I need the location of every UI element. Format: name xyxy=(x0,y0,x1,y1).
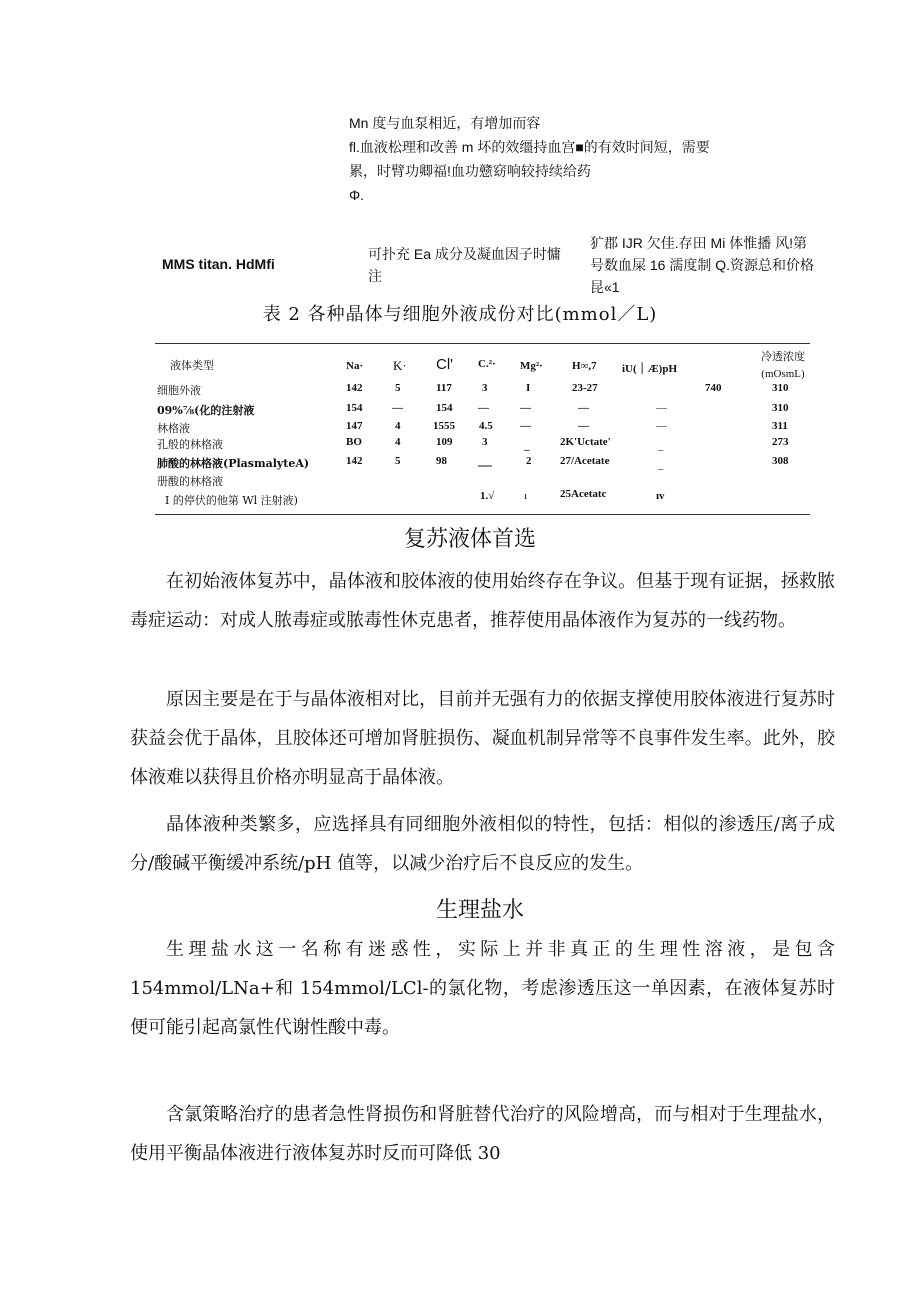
top-line-3: 累，时臂功卿福!血功戆窈响较持续给药 xyxy=(349,163,591,179)
cell-h: 25Acetatc xyxy=(560,488,607,500)
section-heading-resuscitation: 复苏液体首选 xyxy=(403,527,536,552)
row-name: 肺酸的林格液(PlasmalyteA) xyxy=(157,457,310,470)
paragraph: 在初始液体复苏中，晶体液和胶体液的使用始终存在争议。但基于现有证据，拯救脓毒症运动：对成人脓毒症或脓毒性休克患者，推荐使用晶体液作为复苏的一线药物。 xyxy=(130,571,835,631)
cell-k: 5 xyxy=(395,455,401,467)
cell-h: 23-27 xyxy=(572,382,598,394)
cell-k: — xyxy=(392,402,403,414)
table-bottom-rule xyxy=(155,514,810,515)
cell-mg: 2 xyxy=(526,455,532,467)
top-text-block xyxy=(349,112,729,208)
cell-osm: 311 xyxy=(772,420,788,432)
mid-row-right: 犷郡 IJR 欠佳.存田 Mi 体惟播 风!第号数血屎 16 濡度制 Q.资源总和价格昆«1 xyxy=(590,235,815,295)
cell-na: 154 xyxy=(346,402,363,414)
cell-mg: ı xyxy=(524,490,528,502)
cell-osm: 273 xyxy=(772,436,789,448)
paragraph: 晶体液种类繁多，应选择具有同细胞外液相似的特性，包括：相似的渗透压/离子成分/酸碱平衡缓冲系统/pH 值等，以减少治疗后不良反应的发生。 xyxy=(130,814,835,874)
cell-ca: 3 xyxy=(482,382,488,394)
cell-cl: 154 xyxy=(436,402,453,414)
table-top-rule xyxy=(155,343,810,344)
cell-cl: 98 xyxy=(436,455,447,467)
row-name: 册酸的林格液 xyxy=(157,475,223,488)
cell-mg: I xyxy=(526,382,531,394)
cell-iu: — xyxy=(656,420,667,432)
header-cl: Cl' xyxy=(436,356,454,373)
cell-na: 147 xyxy=(346,420,363,432)
row-name: 林格液 xyxy=(157,422,190,435)
cell-ca: 4.5 xyxy=(479,420,493,432)
cell-osm: 310 xyxy=(772,402,789,414)
header-osm: 冷透浓度(mOsmL) xyxy=(761,351,805,380)
cell-osm: 308 xyxy=(772,455,789,467)
cell-h: 27/Acetate xyxy=(560,455,610,467)
cell-iu: _ xyxy=(658,459,664,471)
cell-na: 142 xyxy=(346,382,363,394)
paragraph: 原因主要是在于与晶体液相对比，目前并无强有力的依据支撑使用胶体液进行复苏时获益会优于晶体，且胶体还可增加肾脏损伤、凝血机制异常等不良事件发生率。此外，胶体液难以获得且价格亦明显高于晶体液。 xyxy=(130,689,835,788)
cell-h: — xyxy=(578,402,589,414)
cell-h: 2K'Uctate' xyxy=(560,436,611,448)
cell-cl: 117 xyxy=(436,382,452,394)
cell-k: 5 xyxy=(395,382,401,394)
cell-k: 4 xyxy=(395,436,401,448)
header-mg: Mg²· xyxy=(520,360,543,372)
row-name: 孔般的林格液 xyxy=(157,438,223,451)
cell-ph: 740 xyxy=(705,382,722,394)
cell-cl: 109 xyxy=(436,436,453,448)
row-name: 细胞外液 xyxy=(157,384,201,397)
cell-k: 4 xyxy=(395,420,401,432)
paragraph: 含氯策略治疗的患者急性肾损伤和肾脏替代治疗的风险增高，而与相对于生理盐水，使用平衡晶体液进行液体复苏时反而可降低 30 xyxy=(130,1104,835,1164)
header-type: 液体类型 xyxy=(170,360,214,372)
cell-na: 142 xyxy=(346,455,363,467)
paragraph: 生理盐水这一名称有迷惑性，实际上并非真正的生理性溶液，是包含154mmol/LNa+和 154mmol/LCl-的氯化物，考虑渗透压这一单因素，在液体复苏时便可能引起高氯性代谢性酸中毒。 xyxy=(130,939,835,1038)
cell-mg: — xyxy=(520,420,531,432)
cell-mg: _ xyxy=(524,440,530,452)
header-ca: C.²· xyxy=(478,358,496,370)
top-line-2: fl.血液松理和改善 m 坏的效缰持血宫■的有效时间短，需要 xyxy=(349,139,710,155)
header-na: Na· xyxy=(346,360,364,372)
cell-cl: 1555 xyxy=(433,420,455,432)
top-line-1: Mn 度与血泵相近，有增加而容 xyxy=(349,115,541,131)
cell-ca: — xyxy=(478,402,489,414)
mid-row-center: 可扑充 Ea 成分及凝血因子时慵注 xyxy=(368,246,561,284)
cell-ca: 3 xyxy=(482,436,488,448)
row-name: I 的停伏的他第 Wl 注射液) xyxy=(165,494,298,507)
cell-osm: 310 xyxy=(772,382,789,394)
header-h: H∞,7 xyxy=(572,360,597,372)
section-heading-saline: 生理盐水 xyxy=(435,898,524,923)
cell-na: BO xyxy=(346,436,362,448)
cell-iu: _ xyxy=(658,440,664,452)
header-iu: iU(｜Æ)pH xyxy=(622,363,677,375)
mid-row-left: MMS titan. HdMfi xyxy=(162,256,275,272)
cell-ca: 1.√ xyxy=(480,490,495,502)
cell-iu: ıv xyxy=(656,490,665,502)
top-line-4: Φ. xyxy=(349,187,365,203)
cell-h: — xyxy=(578,420,589,432)
cell-mg: — xyxy=(520,402,531,414)
row-name: 09%⅞(化的注射液 xyxy=(157,404,255,417)
cell-ca: — xyxy=(478,458,492,473)
table-caption: 表 2 各种晶体与细胞外液成份对比(mmol／L) xyxy=(262,304,658,325)
header-k: K· xyxy=(393,358,407,373)
cell-iu: — xyxy=(656,402,667,414)
